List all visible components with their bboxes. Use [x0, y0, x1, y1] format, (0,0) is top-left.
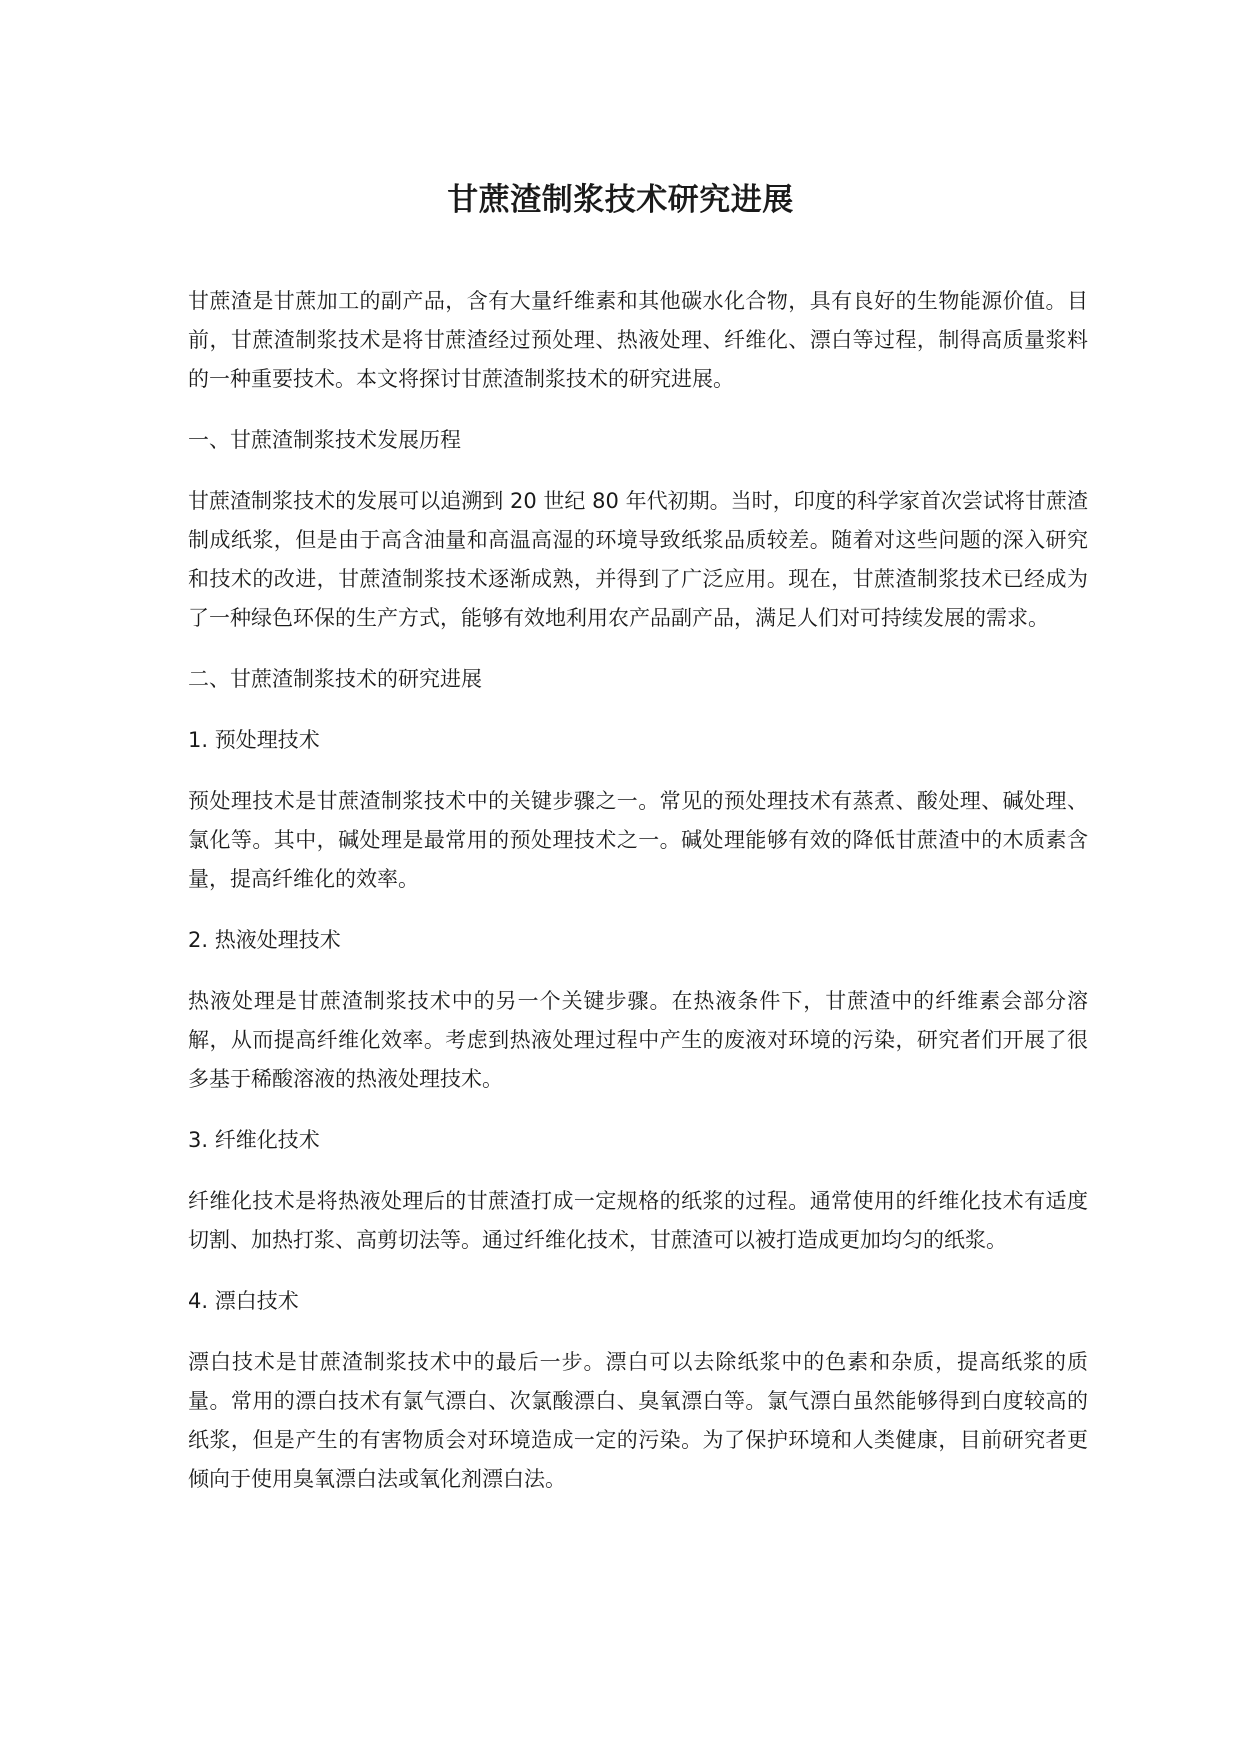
document-body	[188, 282, 1088, 1521]
subsection-heading-fiberization: 3. 纤维化技术	[188, 1128, 320, 1152]
section-heading-progress: 二、甘蔗渣制浆技术的研究进展	[188, 667, 482, 691]
subsection-heading-pretreatment: 1. 预处理技术	[188, 728, 320, 752]
paragraph-history: 甘蔗渣制浆技术的发展可以追溯到 20 世纪 80 年代初期。当时，印度的科学家首次尝试将甘蔗渣制成纸浆，但是由于高含油量和高温高湿的环境导致纸浆品质较差。随着对这些问题的深入研究和技术的改进，甘蔗渣制浆技术逐渐成熟，并得到了广泛应用。现在，甘蔗渣制浆技术已经成为了一种绿色环保的生产方式，能够有效地利用农产品副产品，满足人们对可持续发展的需求。	[188, 489, 1088, 630]
paragraph-pretreatment: 预处理技术是甘蔗渣制浆技术中的关键步骤之一。常见的预处理技术有蒸煮、酸处理、碱处理、氯化等。其中，碱处理是最常用的预处理技术之一。碱处理能够有效的降低甘蔗渣中的木质素含量，提高纤维化的效率。	[188, 789, 1088, 891]
paragraph-hydrothermal: 热液处理是甘蔗渣制浆技术中的另一个关键步骤。在热液条件下，甘蔗渣中的纤维素会部分溶解，从而提高纤维化效率。考虑到热液处理过程中产生的废液对环境的污染，研究者们开展了很多基于稀酸溶液的热液处理技术。	[188, 989, 1088, 1091]
subsection-heading-bleaching: 4. 漂白技术	[188, 1289, 299, 1313]
paragraph-fiberization: 纤维化技术是将热液处理后的甘蔗渣打成一定规格的纸浆的过程。通常使用的纤维化技术有适度切割、加热打浆、高剪切法等。通过纤维化技术，甘蔗渣可以被打造成更加均匀的纸浆。	[188, 1189, 1088, 1252]
subsection-heading-hydrothermal: 2. 热液处理技术	[188, 928, 341, 952]
section-heading-history: 一、甘蔗渣制浆技术发展历程	[188, 428, 461, 452]
paragraph-bleaching: 漂白技术是甘蔗渣制浆技术中的最后一步。漂白可以去除纸浆中的色素和杂质，提高纸浆的质量。常用的漂白技术有氯气漂白、次氯酸漂白、臭氧漂白等。氯气漂白虽然能够得到白度较高的纸浆，但是产生的有害物质会对环境造成一定的污染。为了保护环境和人类健康，目前研究者更倾向于使用臭氧漂白法或氧化剂漂白法。	[188, 1350, 1088, 1491]
paragraph-intro: 甘蔗渣是甘蔗加工的副产品，含有大量纤维素和其他碳水化合物，具有良好的生物能源价值。目前，甘蔗渣制浆技术是将甘蔗渣经过预处理、热液处理、纤维化、漂白等过程，制得高质量浆料的一种重要技术。本文将探讨甘蔗渣制浆技术的研究进展。	[188, 289, 1088, 391]
document-title: 甘蔗渣制浆技术研究进展	[447, 182, 794, 218]
